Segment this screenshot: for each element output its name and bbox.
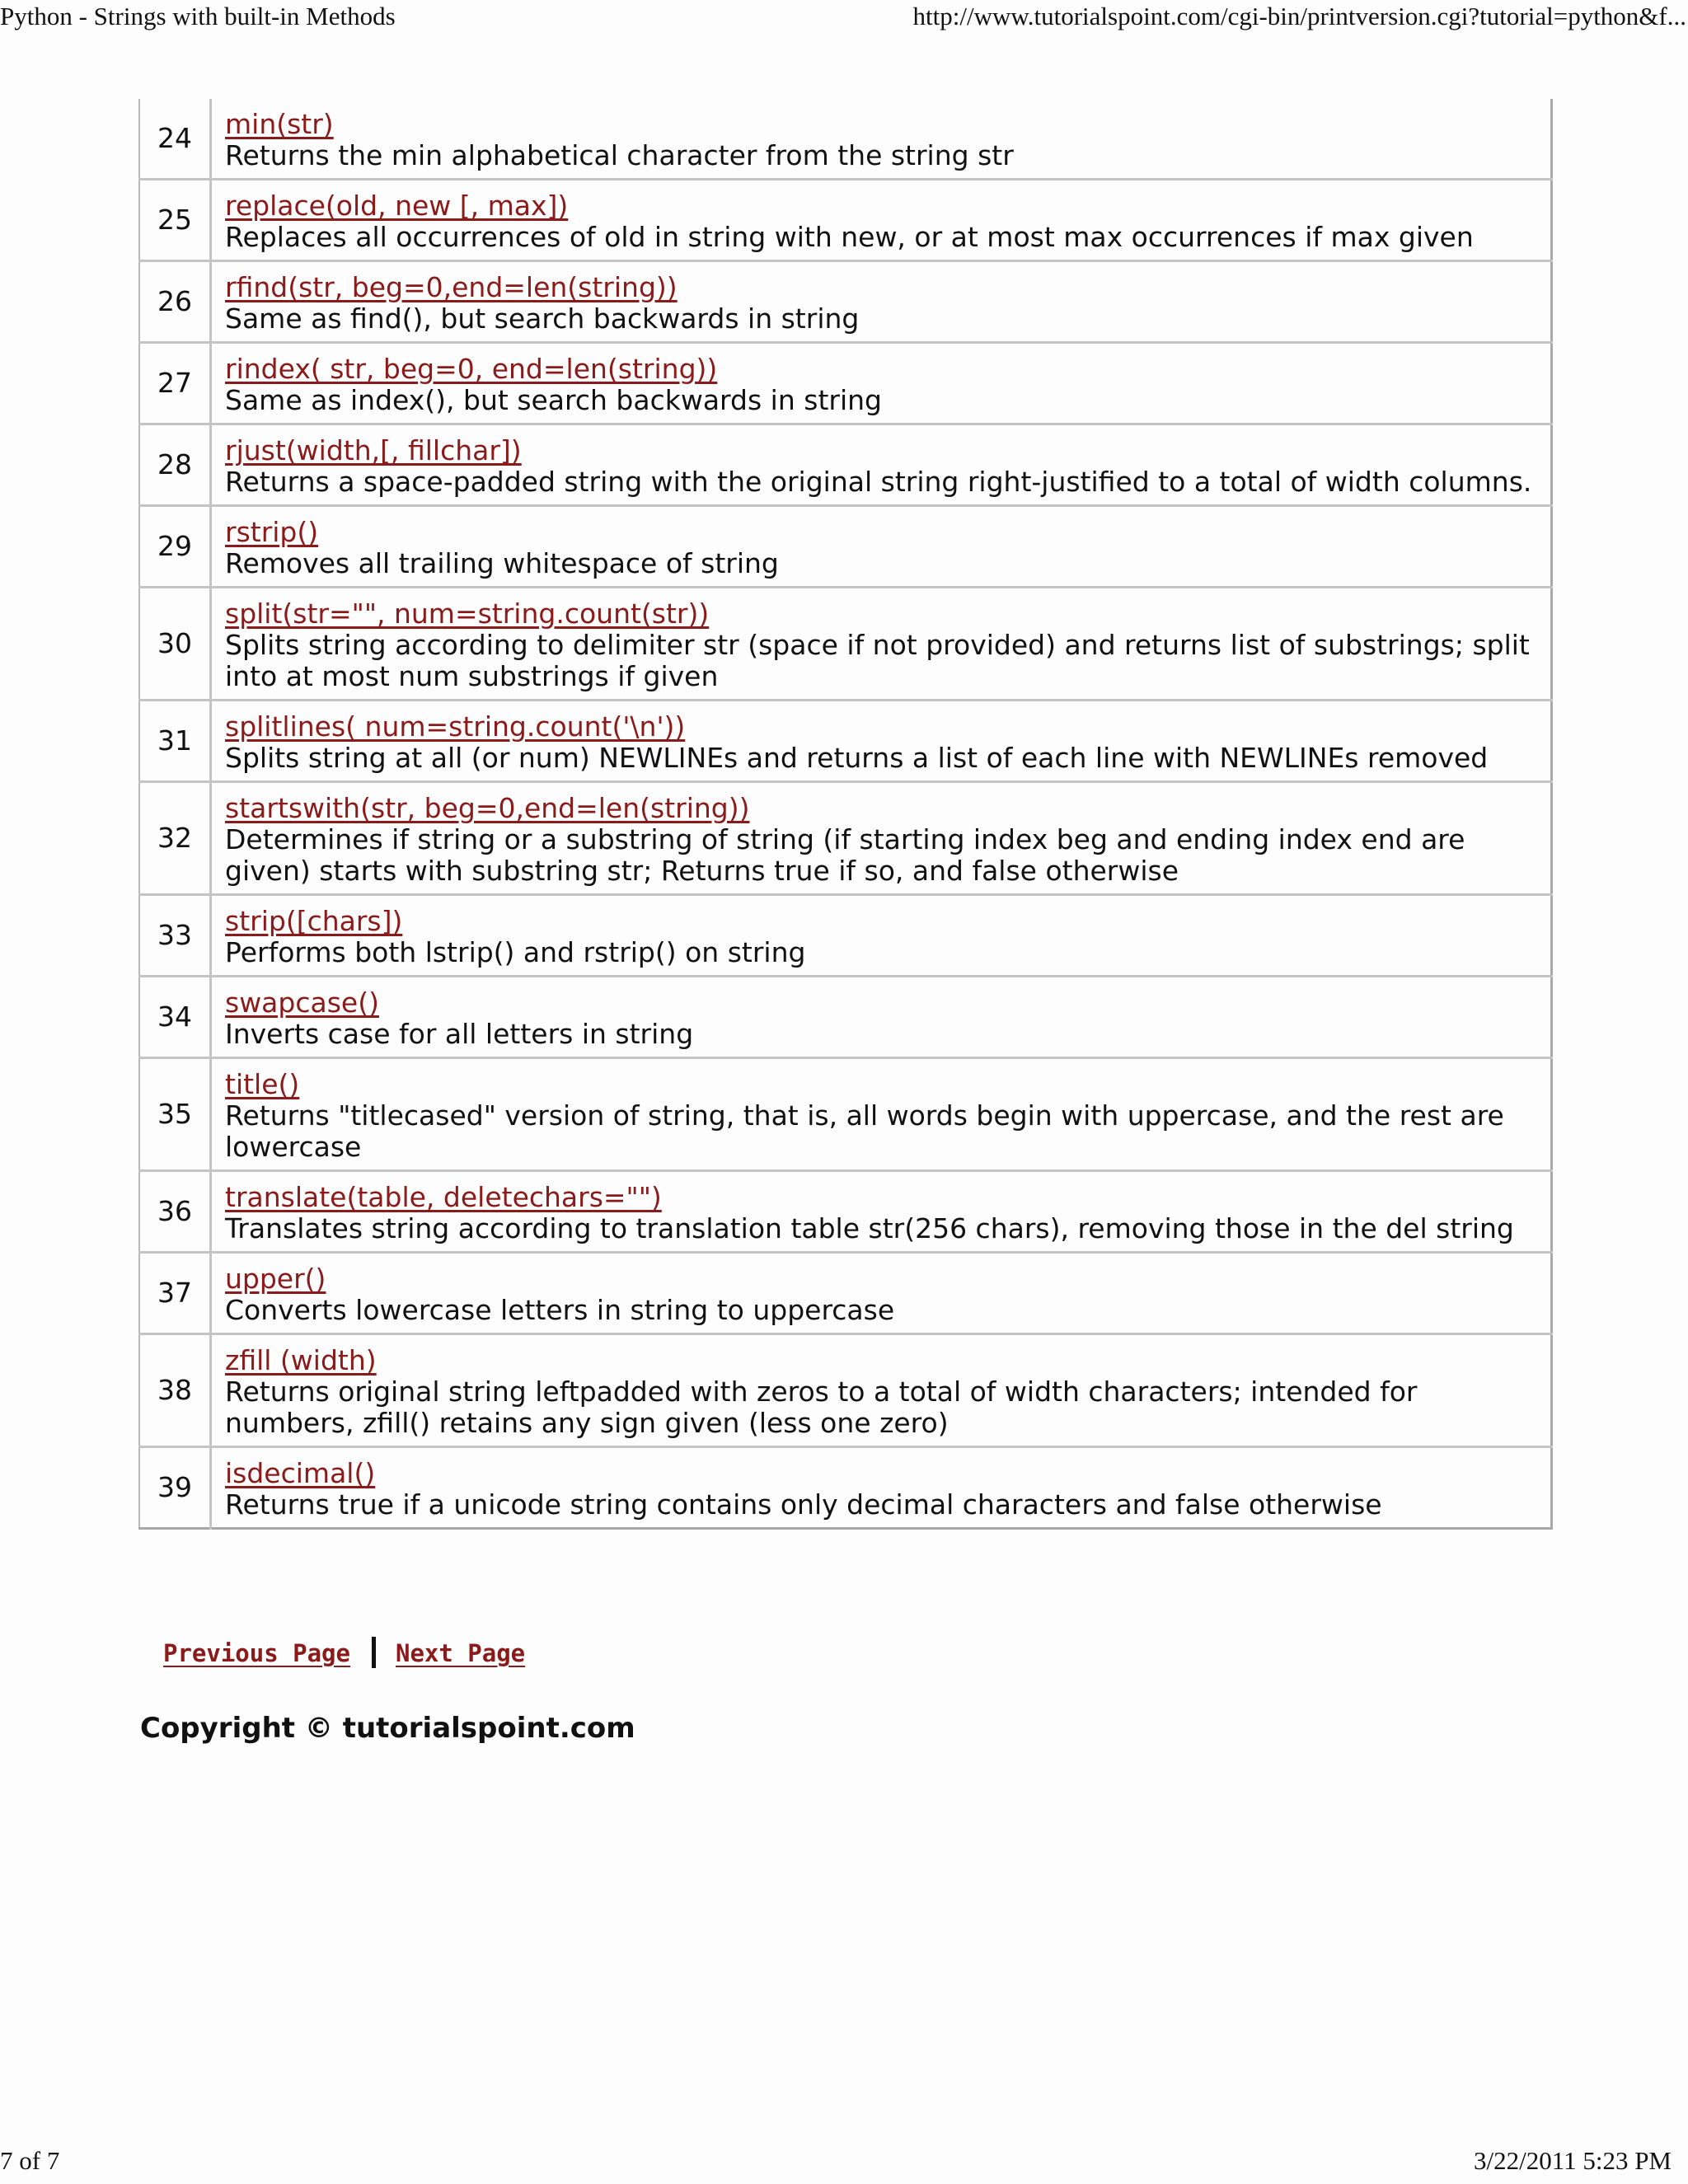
table-row xyxy=(139,701,1552,782)
method-description: Same as index(), but search backwards in string xyxy=(225,384,882,416)
table-row xyxy=(139,588,1552,701)
row-content xyxy=(211,1253,1552,1334)
table-row xyxy=(139,343,1552,424)
previous-page-link[interactable]: Previous Page xyxy=(163,1639,350,1667)
table-body xyxy=(139,99,1552,1529)
row-content xyxy=(211,588,1552,701)
row-number: 37 xyxy=(139,1253,211,1334)
row-number: 32 xyxy=(139,782,211,895)
method-link[interactable]: rjust(width,[, fillchar]) xyxy=(225,434,522,466)
row-content xyxy=(211,99,1552,180)
table-row xyxy=(139,782,1552,895)
pager-separator xyxy=(372,1637,376,1668)
row-content xyxy=(211,1058,1552,1171)
row-number: 30 xyxy=(139,588,211,701)
method-link[interactable]: startswith(str, beg=0,end=len(string)) xyxy=(225,792,750,824)
row-content xyxy=(211,701,1552,782)
table-row xyxy=(139,424,1552,506)
row-number: 24 xyxy=(139,99,211,180)
print-timestamp: 3/22/2011 5:23 PM xyxy=(1474,2146,1672,2175)
row-content xyxy=(211,424,1552,506)
method-description: Performs both lstrip() and rstrip() on string xyxy=(225,936,806,968)
next-page-link[interactable]: Next Page xyxy=(395,1639,526,1667)
row-number: 26 xyxy=(139,261,211,343)
table-row xyxy=(139,1334,1552,1447)
row-number: 39 xyxy=(139,1447,211,1529)
row-content xyxy=(211,261,1552,343)
row-number: 31 xyxy=(139,701,211,782)
method-description: Determines if string or a substring of string (if starting index beg and ending index end are given) starts with substring str; Returns true if so, and false otherwise xyxy=(225,823,1465,887)
method-link[interactable]: upper() xyxy=(225,1263,326,1295)
print-footer xyxy=(0,2146,1688,2179)
method-link[interactable]: isdecimal() xyxy=(225,1457,376,1489)
row-content xyxy=(211,895,1552,977)
row-number: 33 xyxy=(139,895,211,977)
string-methods-table xyxy=(138,99,1553,1530)
row-number: 28 xyxy=(139,424,211,506)
table-row xyxy=(139,99,1552,180)
row-number: 34 xyxy=(139,977,211,1058)
method-link[interactable]: rstrip() xyxy=(225,516,319,548)
table-row xyxy=(139,180,1552,261)
row-number: 29 xyxy=(139,506,211,588)
method-link[interactable]: replace(old, new [, max]) xyxy=(225,190,569,222)
page-title: Python - Strings with built-in Methods xyxy=(0,2,396,30)
method-link[interactable]: title() xyxy=(225,1068,300,1100)
row-content xyxy=(211,343,1552,424)
method-description: Inverts case for all letters in string xyxy=(225,1018,694,1050)
method-description: Converts lowercase letters in string to uppercase xyxy=(225,1294,895,1326)
method-link[interactable]: strip([chars]) xyxy=(225,905,403,937)
method-description: Returns a space-padded string with the original string right-justified to a total of width columns. xyxy=(225,466,1532,498)
row-content xyxy=(211,1447,1552,1529)
method-description: Replaces all occurrences of old in string with new, or at most max occurrences if max given xyxy=(225,221,1474,253)
row-content xyxy=(211,782,1552,895)
method-link[interactable]: rindex( str, beg=0, end=len(string)) xyxy=(225,353,718,385)
method-link[interactable]: translate(table, deletechars="") xyxy=(225,1181,662,1213)
method-link[interactable]: splitlines( num=string.count('\n')) xyxy=(225,710,686,743)
method-link[interactable]: zfill (width) xyxy=(225,1344,377,1376)
method-description: Returns "titlecased" version of string, that is, all words begin with uppercase, and the rest are lowercase xyxy=(225,1099,1504,1163)
table-row xyxy=(139,1253,1552,1334)
page-number: 7 of 7 xyxy=(0,2146,60,2175)
method-description: Returns original string leftpadded with zeros to a total of width characters; intended for numbers, zfill() retains any sign given (less one zero) xyxy=(225,1376,1418,1439)
print-header xyxy=(0,0,1688,33)
method-description: Returns the min alphabetical character from the string str xyxy=(225,139,1014,171)
row-content xyxy=(211,977,1552,1058)
table-row xyxy=(139,977,1552,1058)
table-row xyxy=(139,1171,1552,1253)
table-row xyxy=(139,1447,1552,1529)
table-row xyxy=(139,506,1552,588)
method-link[interactable]: min(str) xyxy=(225,108,334,140)
method-description: Translates string according to translation table str(256 chars), removing those in the del string xyxy=(225,1212,1514,1244)
row-content xyxy=(211,180,1552,261)
row-number: 36 xyxy=(139,1171,211,1253)
method-description: Returns true if a unicode string contains only decimal characters and false otherwise xyxy=(225,1488,1382,1521)
method-description: Splits string at all (or num) NEWLINEs and returns a list of each line with NEWLINEs removed xyxy=(225,742,1489,774)
row-number: 25 xyxy=(139,180,211,261)
page-url: http://www.tutorialspoint.com/cgi-bin/printversion.cgi?tutorial=python&f... xyxy=(912,2,1686,30)
row-content xyxy=(211,1334,1552,1447)
row-number: 38 xyxy=(139,1334,211,1447)
table-row xyxy=(139,1058,1552,1171)
row-number: 35 xyxy=(139,1058,211,1171)
row-number: 27 xyxy=(139,343,211,424)
table-row xyxy=(139,261,1552,343)
copyright-notice: Copyright © tutorialspoint.com xyxy=(140,1712,635,1745)
method-link[interactable]: swapcase() xyxy=(225,987,379,1019)
row-content xyxy=(211,1171,1552,1253)
pagination xyxy=(163,1637,525,1668)
method-description: Splits string according to delimiter str (space if not provided) and returns list of substrings; split into at most num substrings if given xyxy=(225,629,1530,692)
method-link[interactable]: rfind(str, beg=0,end=len(string)) xyxy=(225,271,678,303)
method-description: Same as find(), but search backwards in string xyxy=(225,302,860,335)
method-link[interactable]: split(str="", num=string.count(str)) xyxy=(225,598,710,630)
table-row xyxy=(139,895,1552,977)
method-description: Removes all trailing whitespace of string xyxy=(225,547,779,579)
row-content xyxy=(211,506,1552,588)
